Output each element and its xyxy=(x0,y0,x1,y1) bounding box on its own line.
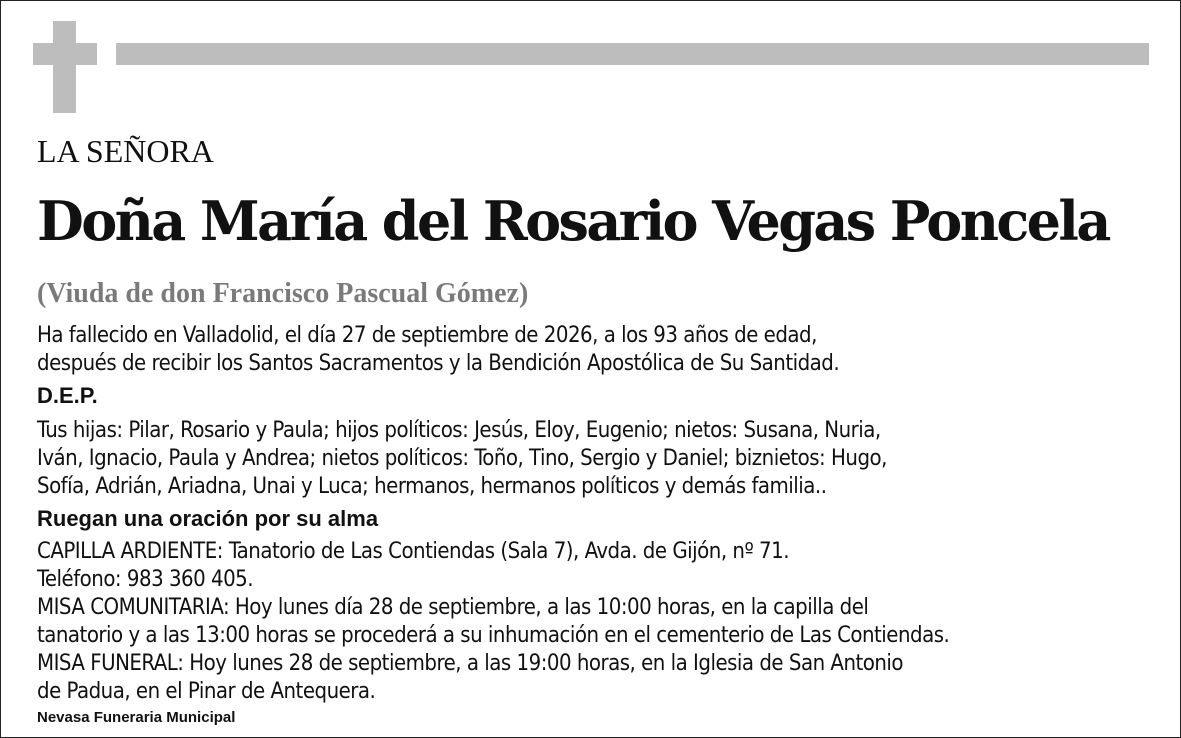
detail-line: de Padua, en el Pinar de Antequera. xyxy=(37,679,376,704)
family-line: Tus hijas: Pilar, Rosario y Paula; hijos políticos: Jesús, Eloy, Eugenio; nietos: Susana, Nuria, xyxy=(37,418,881,443)
cross-vertical-bar xyxy=(53,21,76,113)
deceased-name: Doña María del Rosario Vegas Poncela xyxy=(37,189,1109,253)
family-line: Sofía, Adrián, Ariadna, Unai y Luca; hermanos, hermanos políticos y demás familia.. xyxy=(37,474,827,499)
cross-horizontal-bar xyxy=(33,43,97,65)
widow-of-line: (Viuda de don Francisco Pascual Gómez) xyxy=(37,278,529,309)
detail-line: tanatorio y a las 13:00 horas se procederá a su inhumación en el cementerio de Las Contiendas. xyxy=(37,623,950,648)
header-rule xyxy=(116,43,1149,65)
funeral-home-name: Nevasa Funeraria Municipal xyxy=(37,709,236,726)
detail-line: CAPILLA ARDIENTE: Tanatorio de Las Contiendas (Sala 7), Avda. de Gijón, nº 71. xyxy=(37,539,790,564)
detail-line: MISA FUNERAL: Hoy lunes 28 de septiembre, a las 19:00 horas, en la Iglesia de San Antonio xyxy=(37,651,904,676)
dep-label: D.E.P. xyxy=(37,383,98,408)
announcement-line: Ha fallecido en Valladolid, el día 27 de septiembre de 2026, a los 93 años de edad, xyxy=(37,323,817,348)
announcement-line: después de recibir los Santos Sacramentos y la Bendición Apostólica de Su Santidad. xyxy=(37,351,840,376)
family-line: Iván, Ignacio, Paula y Andrea; nietos políticos: Toño, Tino, Sergio y Daniel; biznietos: Hugo, xyxy=(37,446,887,471)
prayer-request: Ruegan una oración por su alma xyxy=(37,506,379,531)
detail-line: Teléfono: 983 360 405. xyxy=(37,567,254,592)
service-details xyxy=(37,538,1162,706)
announcement-text xyxy=(37,322,1162,378)
detail-line: MISA COMUNITARIA: Hoy lunes día 28 de septiembre, a las 10:00 horas, en la capilla del xyxy=(37,595,869,620)
notice-heading: LA SEÑORA xyxy=(37,133,214,169)
family-text xyxy=(37,417,1162,501)
